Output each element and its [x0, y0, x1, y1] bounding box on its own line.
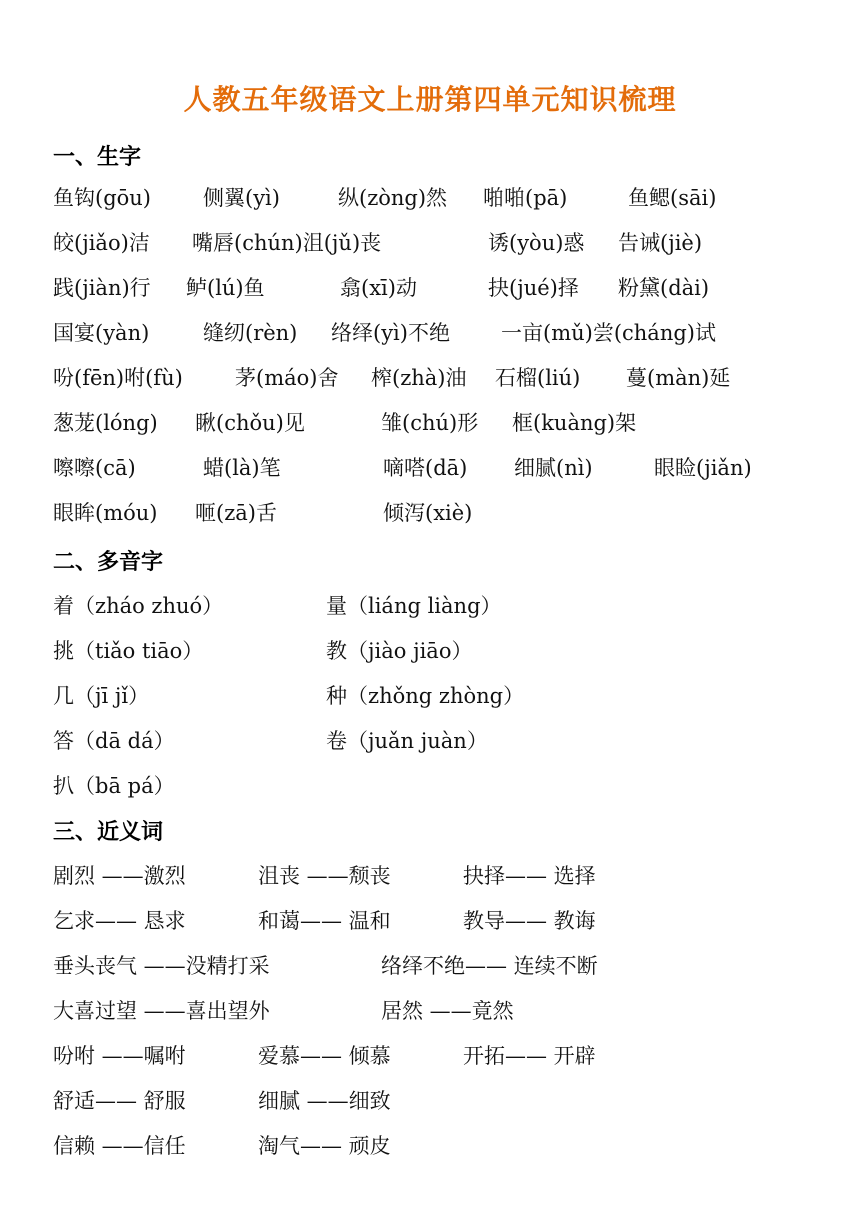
list-item: 扒（bā pá）: [53, 774, 175, 798]
section-heading-synonyms: 三、近义词: [53, 820, 164, 845]
list-item: 石榴(liú): [495, 366, 581, 390]
list-item: 信赖 ——信任: [53, 1134, 186, 1158]
list-item: 和蔼—— 温和: [258, 909, 391, 933]
list-item: 翕(xī)动: [340, 276, 417, 300]
list-item: 答（dā dá）: [53, 729, 175, 753]
list-item: 卷（juǎn juàn）: [326, 729, 488, 753]
list-item: 嘀嗒(dā): [383, 456, 468, 480]
list-item: 教（jiào jiāo）: [326, 639, 473, 663]
list-item: 剧烈 ——激烈: [53, 864, 186, 888]
list-item: 国宴(yàn): [53, 321, 150, 345]
list-item: 鲈(lú)鱼: [186, 276, 265, 300]
list-item: 瞅(chǒu)见: [195, 411, 305, 435]
list-item: 抉择—— 选择: [463, 864, 596, 888]
list-item: 眼睑(jiǎn): [654, 456, 752, 480]
section-heading-characters: 一、生字: [53, 145, 142, 170]
list-item: 咂(zā)舌: [195, 501, 277, 525]
list-item: 粉黛(dài): [618, 276, 710, 300]
list-item: 雏(chú)形: [381, 411, 479, 435]
list-item: 皎(jiǎo)洁: [53, 231, 150, 255]
list-item: 几（jī jǐ）: [53, 684, 150, 708]
list-item: 沮丧 ——颓丧: [258, 864, 391, 888]
list-item: 挑（tiǎo tiāo）: [53, 639, 204, 663]
list-item: 眼眸(móu): [53, 501, 158, 525]
list-item: 络绎不绝—— 连续不断: [381, 954, 598, 978]
list-item: 大喜过望 ——喜出望外: [53, 999, 270, 1023]
list-item: 倾泻(xiè): [383, 501, 473, 525]
list-item: 嘴唇(chún)沮(jǔ)丧: [192, 231, 382, 255]
list-item: 垂头丧气 ——没精打采: [53, 954, 270, 978]
list-item: 诱(yòu)惑: [488, 231, 585, 255]
list-item: 蜡(là)笔: [203, 456, 281, 480]
list-item: 量（liáng liàng）: [326, 594, 502, 618]
list-item: 蔓(màn)延: [626, 366, 731, 390]
list-item: 种（zhǒng zhòng）: [326, 684, 525, 708]
list-item: 乞求—— 恳求: [53, 909, 186, 933]
list-item: 框(kuàng)架: [512, 411, 637, 435]
section-heading-polyphones: 二、多音字: [53, 550, 164, 575]
list-item: 舒适—— 舒服: [53, 1089, 186, 1113]
list-item: 鱼钩(gōu): [53, 186, 151, 210]
list-item: 络绎(yì)不绝: [331, 321, 450, 345]
list-item: 侧翼(yì): [203, 186, 280, 210]
list-item: 爱慕—— 倾慕: [258, 1044, 391, 1068]
list-item: 着（zháo zhuó）: [53, 594, 224, 618]
list-item: 居然 ——竟然: [381, 999, 514, 1023]
list-item: 开拓—— 开辟: [463, 1044, 596, 1068]
list-item: 茅(máo)舍: [235, 366, 339, 390]
list-item: 榨(zhà)油: [371, 366, 467, 390]
list-item: 葱茏(lóng): [53, 411, 158, 435]
list-item: 缝纫(rèn): [203, 321, 298, 345]
list-item: 鱼鳃(sāi): [628, 186, 717, 210]
list-item: 教导—— 教诲: [463, 909, 596, 933]
list-item: 践(jiàn)行: [53, 276, 151, 300]
list-item: 嚓嚓(cā): [53, 456, 136, 480]
page-title: 人教五年级语文上册第四单元知识梳理: [183, 83, 677, 116]
list-item: 纵(zòng)然: [338, 186, 448, 210]
list-item: 吩(fēn)咐(fù): [53, 366, 183, 390]
list-item: 啪啪(pā): [483, 186, 568, 210]
list-item: 细腻 ——细致: [258, 1089, 391, 1113]
list-item: 告诫(jiè): [618, 231, 703, 255]
list-item: 吩咐 ——嘱咐: [53, 1044, 186, 1068]
list-item: 细腻(nì): [514, 456, 593, 480]
list-item: 一亩(mǔ)尝(cháng)试: [501, 321, 716, 345]
list-item: 淘气—— 顽皮: [258, 1134, 391, 1158]
list-item: 抉(jué)择: [488, 276, 579, 300]
